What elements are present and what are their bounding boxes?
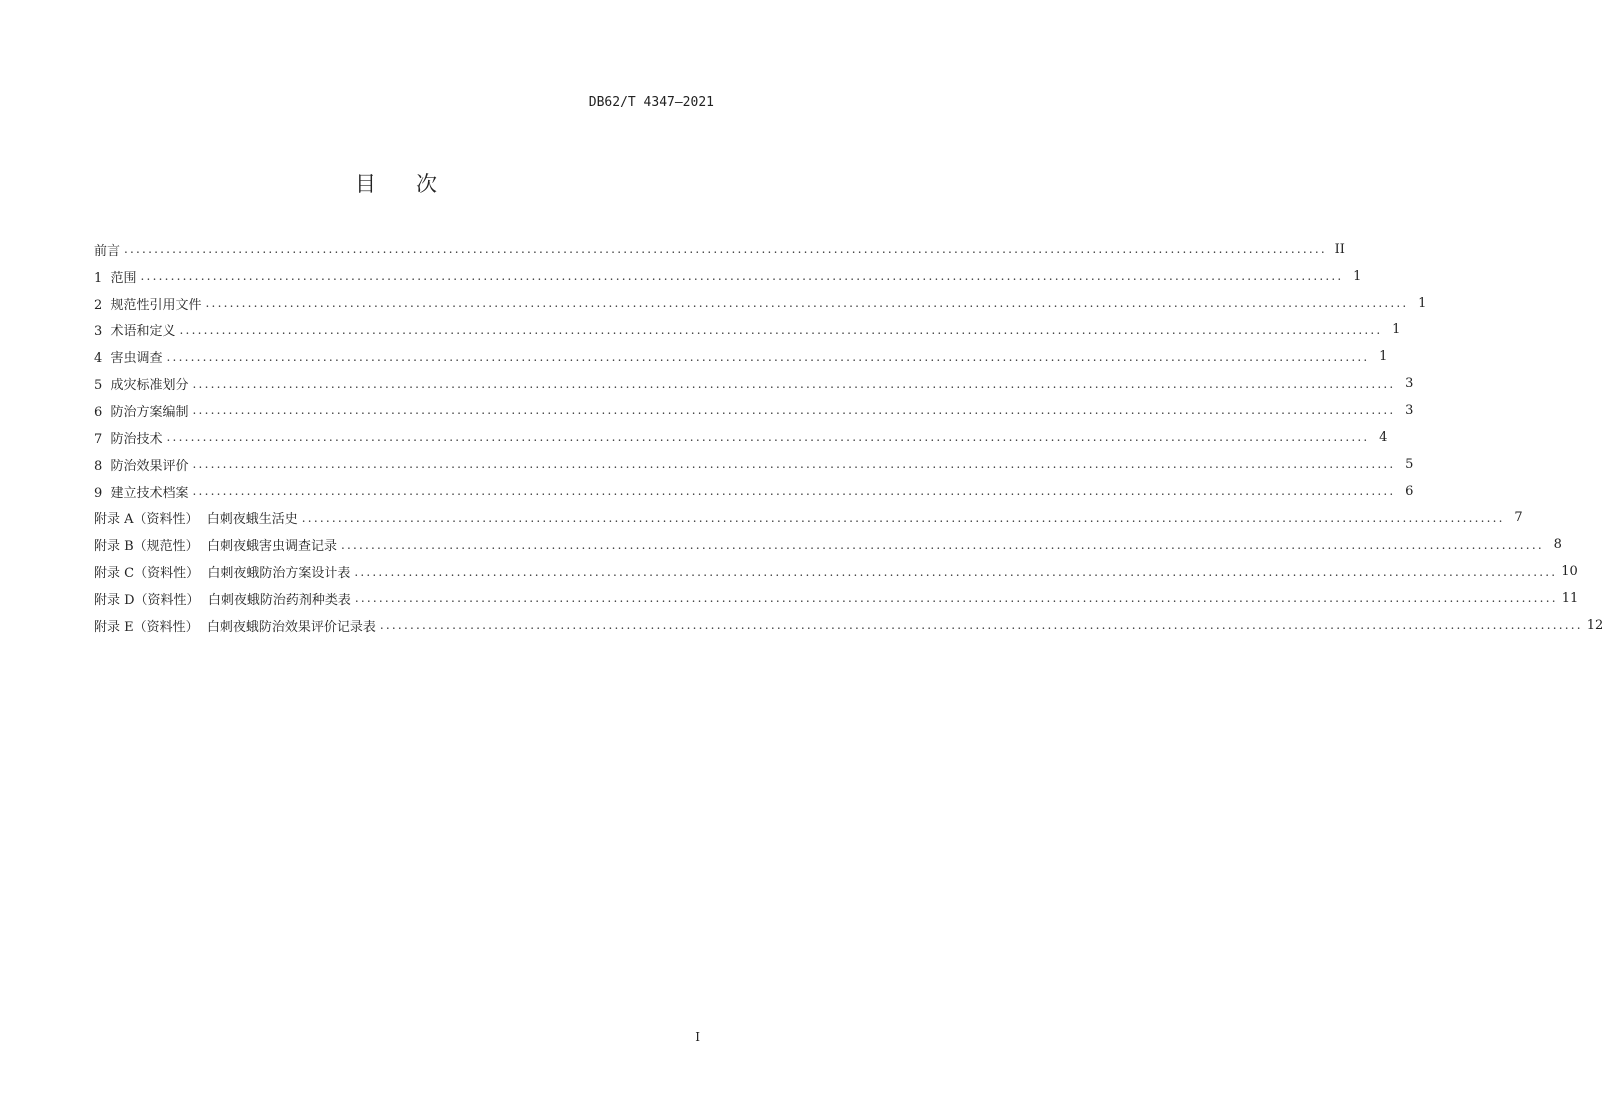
dot-leader: ........................................................................................................................................................................................................ <box>301 510 1505 525</box>
toc-entry-appendix-c[interactable] <box>94 558 1578 585</box>
toc-entry-scope[interactable] <box>94 263 1362 290</box>
toc-entry-label: 附录 B（规范性） 白刺夜蛾害虫调查记录 <box>94 539 337 555</box>
dot-leader: ........................................................................................................................................................................................................ <box>166 430 1370 445</box>
toc-entry-page: 3 <box>1405 402 1414 418</box>
toc-entry-label: 1 范围 <box>94 270 137 286</box>
dot-leader: ........................................................................................................................................................................................................ <box>354 564 1558 579</box>
toc-entry-page: 8 <box>1553 537 1562 553</box>
dot-leader: ........................................................................................................................................................................................................ <box>192 376 1396 391</box>
toc-entry-page: 6 <box>1405 483 1414 499</box>
toc-entry-page: II <box>1334 241 1345 257</box>
dot-leader: ........................................................................................................................................................................................................ <box>354 591 1558 606</box>
dot-leader: ........................................................................................................................................................................................................ <box>140 269 1344 284</box>
dot-leader: ........................................................................................................................................................................................................ <box>205 296 1409 311</box>
toc-entry-label: 3 术语和定义 <box>94 324 176 340</box>
table-of-contents <box>94 236 1603 639</box>
toc-entry-label: 9 建立技术档案 <box>94 485 189 501</box>
toc-entry-normative-references[interactable] <box>94 290 1427 317</box>
toc-entry-label: 附录 D（资料性） 白刺夜蛾防治药剂种类表 <box>94 592 351 608</box>
toc-entry-page: 7 <box>1514 510 1523 526</box>
toc-entry-label: 附录 C（资料性） 白刺夜蛾防治方案设计表 <box>94 566 351 582</box>
document-code: DB62/T 4347—2021 <box>588 95 714 110</box>
toc-entry-appendix-a[interactable] <box>94 504 1523 531</box>
title-char-2: 次 <box>416 172 437 196</box>
toc-entry-page: 12 <box>1586 617 1603 633</box>
toc-entry-appendix-d[interactable] <box>94 585 1579 612</box>
toc-entry-page: 5 <box>1405 456 1414 472</box>
title-char-1: 目 <box>355 172 376 196</box>
toc-entry-label: 2 规范性引用文件 <box>94 297 202 313</box>
dot-leader: ........................................................................................................................................................................................................ <box>192 457 1396 472</box>
toc-entry-appendix-e[interactable] <box>94 612 1603 639</box>
toc-entry-label: 4 害虫调查 <box>94 351 163 367</box>
toc-entry-control-techniques[interactable] <box>94 424 1388 451</box>
dot-leader: ........................................................................................................................................................................................................ <box>192 484 1396 499</box>
toc-entry-technical-archive[interactable] <box>94 478 1414 505</box>
toc-entry-label: 6 防治方案编制 <box>94 404 189 420</box>
toc-entry-page: 1 <box>1392 322 1401 338</box>
toc-entry-control-plan[interactable] <box>94 397 1414 424</box>
toc-entry-foreword[interactable] <box>94 236 1345 263</box>
page-title <box>0 168 792 198</box>
toc-entry-pest-survey[interactable] <box>94 343 1388 370</box>
toc-entry-label: 5 成灾标准划分 <box>94 378 189 394</box>
toc-entry-terms[interactable] <box>94 317 1401 344</box>
dot-leader: ........................................................................................................................................................................................................ <box>166 349 1370 364</box>
toc-entry-page: 11 <box>1561 590 1579 606</box>
toc-entry-page: 4 <box>1379 429 1388 445</box>
toc-entry-page: 3 <box>1405 376 1414 392</box>
page-number: I <box>695 1030 700 1044</box>
dot-leader: ........................................................................................................................................................................................................ <box>340 537 1544 552</box>
toc-entry-page: 1 <box>1379 349 1388 365</box>
toc-entry-page: 1 <box>1418 295 1427 311</box>
toc-entry-appendix-b[interactable] <box>94 531 1562 558</box>
toc-entry-label: 7 防治技术 <box>94 431 163 447</box>
dot-leader: ........................................................................................................................................................................................................ <box>192 403 1396 418</box>
toc-entry-disaster-criteria[interactable] <box>94 370 1414 397</box>
dot-leader: ........................................................................................................................................................................................................ <box>124 242 1327 257</box>
toc-entry-page: 1 <box>1353 268 1362 284</box>
toc-entry-label: 附录 A（资料性） 白刺夜蛾生活史 <box>94 512 298 528</box>
toc-entry-label: 前言 <box>94 243 121 259</box>
dot-leader: ........................................................................................................................................................................................................ <box>379 618 1583 633</box>
toc-entry-page: 10 <box>1561 564 1578 580</box>
dot-leader: ........................................................................................................................................................................................................ <box>179 322 1383 337</box>
toc-entry-label: 附录 E（资料性） 白刺夜蛾防治效果评价记录表 <box>94 619 376 635</box>
toc-entry-effect-evaluation[interactable] <box>94 451 1414 478</box>
toc-entry-label: 8 防治效果评价 <box>94 458 189 474</box>
